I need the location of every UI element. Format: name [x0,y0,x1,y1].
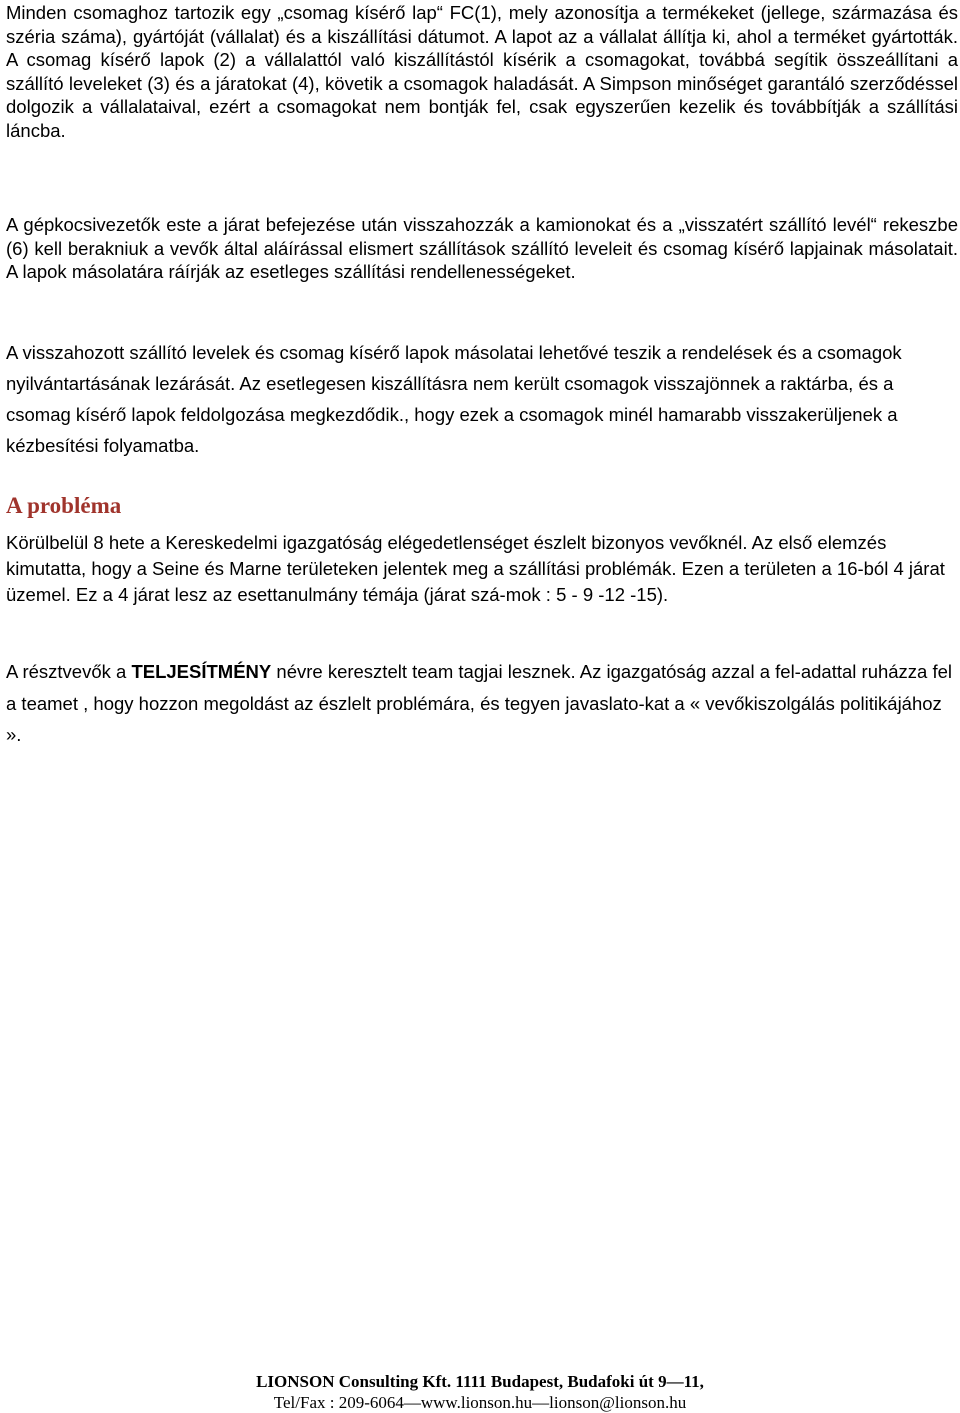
section-heading: A probléma [6,493,122,518]
paragraph-problema: Körülbelül 8 hete a Kereskedelmi igazgatóság elégedetlenséget észlelt bizonyos vevőknél. Az első elemzés kimutatta, hogy a Seine és Marne területeken jelentek meg a szállítási problémák. Ezen a területen a 16-ból 4 járat üzemel. Ez a 4 járat lesz az esettanulmány témája (járat szá-mok : 5 - 9 -12 -15). [6,532,945,605]
paragraph-gepkocsivezetok: A gépkocsivezetők este a járat befejezése után visszahozzák a kamionokat és a „visszatért szállító levél“ rekeszbe (6) kell berakniuk a vevők által aláírással elismert szállítások szállító leveleit és csomag kísérő lapjainak másolatait. A lapok másolatára ráírják az esetleges szállítási rendellenességeket. [6,214,958,282]
paragraph-visszahozott-levelek: A visszahozott szállító levelek és csomag kísérő lapok másolatai lehetővé teszik a rendelések és a csomagok nyilvántartásának lezárását. Az esetlegesen kiszállításra nem került csomagok visszajönnek a raktárba, és a csomag kísérő lapok feldolgozása megkezdődik., hogy ezek a csomagok minél hamarabb visszakerüljenek a kézbesítési folyamatba. [6,342,902,456]
footer-contact: Tel/Fax : 209-6064—www.lionson.hu—lionson@lionson.hu [273,1393,687,1412]
paragraph-5-end: névre keresztelt team tagjai lesznek. Az igazgatóság azzal a fel-adattal ruházza fel a teamet , hogy hozzon megoldást az észlelt problémára, és tegyen javaslato-kat a « vevőkiszolgálás politikájához ». [6,661,953,745]
team-name: TELJESÍTMÉNY [131,661,272,682]
paragraph-teljesitmeny-team [6,656,958,751]
paragraph-5-start: A résztvevők a [6,661,132,682]
footer-address: LIONSON Consulting Kft. 1111 Budapest, Budafoki út 9—11, [256,1372,704,1391]
paragraph-csomag-kisero-lap: Minden csomaghoz tartozik egy „csomag kísérő lap“ FC(1), mely azonosítja a termékeket (jellege, származása és széria száma), gyártóját (vállalat) és a kiszállítási dátumot. A lapot az a vállalat állítja ki, ahol a terméket gyártották. A csomag kísérő lapok (2) a vállalattól való kiszállítástól kísérik a csomagokat, továbbá segítik összeállítani a szállító leveleket (3) és a járatokat (4), követik a csomagok haladását. A Simpson minőséget garantáló szerződéssel dolgozik a vállalataival, ezért a csomagokat nem bontják fel, csak egyszerűen kezelik és továbbítják a szállítási láncba. [6,2,958,141]
